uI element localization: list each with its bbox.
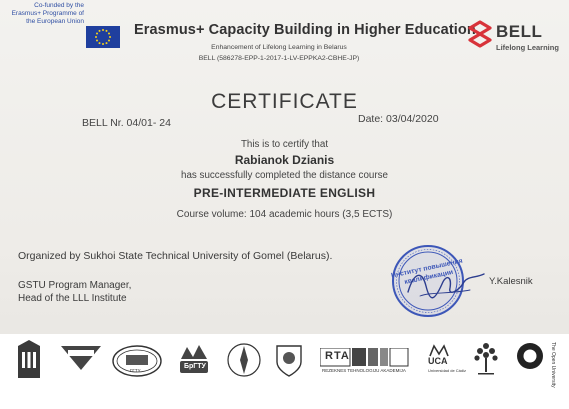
eu-flag-icon — [86, 26, 120, 48]
partner-logo-rta-caption: REZEKNES TEHNOLOGIJU AKADEMIJA — [322, 368, 406, 373]
partner-logo-rta-label: RTA — [325, 350, 350, 362]
certificate-number: BELL Nr. 04/01- 24 — [82, 117, 171, 129]
bell-logo-name: BELL — [496, 22, 543, 41]
signatory-name: Y.Kalesnik — [489, 276, 533, 287]
bell-logo-tagline: Lifelong Learning — [496, 43, 559, 52]
partner-logo-uca-caption: Universidad de Cádiz — [428, 368, 467, 373]
partner-logo-brgtu-icon — [177, 343, 211, 382]
signatory-role-1: GSTU Program Manager, — [18, 280, 132, 291]
project-subtitle: Enhancement of Lifelong Learning in Belarus — [211, 44, 347, 51]
partner-logo-mgvrk-icon — [60, 344, 102, 377]
certificate-title: CERTIFICATE — [211, 90, 358, 113]
partner-logo-crest-icon — [274, 342, 304, 383]
handwritten-signature — [400, 262, 490, 308]
course-volume: Course volume: 104 academic hours (3,5 ECTS) — [176, 209, 393, 220]
bell-logo-icon — [466, 18, 494, 52]
certificate-date: Date: 03/04/2020 — [358, 113, 439, 125]
partner-logo-gstu-caption: ГГТУ — [130, 368, 141, 373]
partner-logo-brgtu-label: БрГТУ — [184, 363, 206, 370]
partner-logo-uca-label: UCA — [428, 356, 448, 366]
organized-by: Organized by Sukhoi State Technical University of Gomel (Belarus). — [18, 250, 333, 262]
partner-logo-compass-icon — [226, 342, 262, 383]
completed-text: has successfully completed the distance course — [181, 170, 388, 181]
partner-logo-uca-icon — [428, 344, 467, 373]
stamp-text: Институт повышения квалификации — [390, 257, 464, 286]
partner-logo-open-university-caption: The Open University — [550, 342, 556, 388]
project-code: BELL (586278-EPP-1-2017-1-LV-EPPKA2-CBHE-JP) — [198, 55, 360, 62]
course-name: PRE-INTERMEDIATE ENGLISH — [193, 186, 376, 200]
partner-logo-open-university-icon — [516, 342, 544, 375]
partner-logo-gstu-icon — [112, 344, 162, 383]
signatory-role-2: Head of the LLL Institute — [18, 293, 127, 304]
eu-funding-text: Co-funded by the Erasmus+ Programme of the European Union — [11, 2, 84, 25]
partner-logo-rta-icon — [320, 348, 410, 375]
programme-title: Erasmus+ Capacity Building in Higher Education — [134, 22, 476, 38]
partner-logo-bsu-icon — [16, 340, 42, 385]
certify-text: This is to certify that — [240, 139, 329, 150]
partner-logo-tree-icon — [472, 340, 500, 383]
recipient-name: Rabianok Dzianis — [234, 153, 335, 167]
